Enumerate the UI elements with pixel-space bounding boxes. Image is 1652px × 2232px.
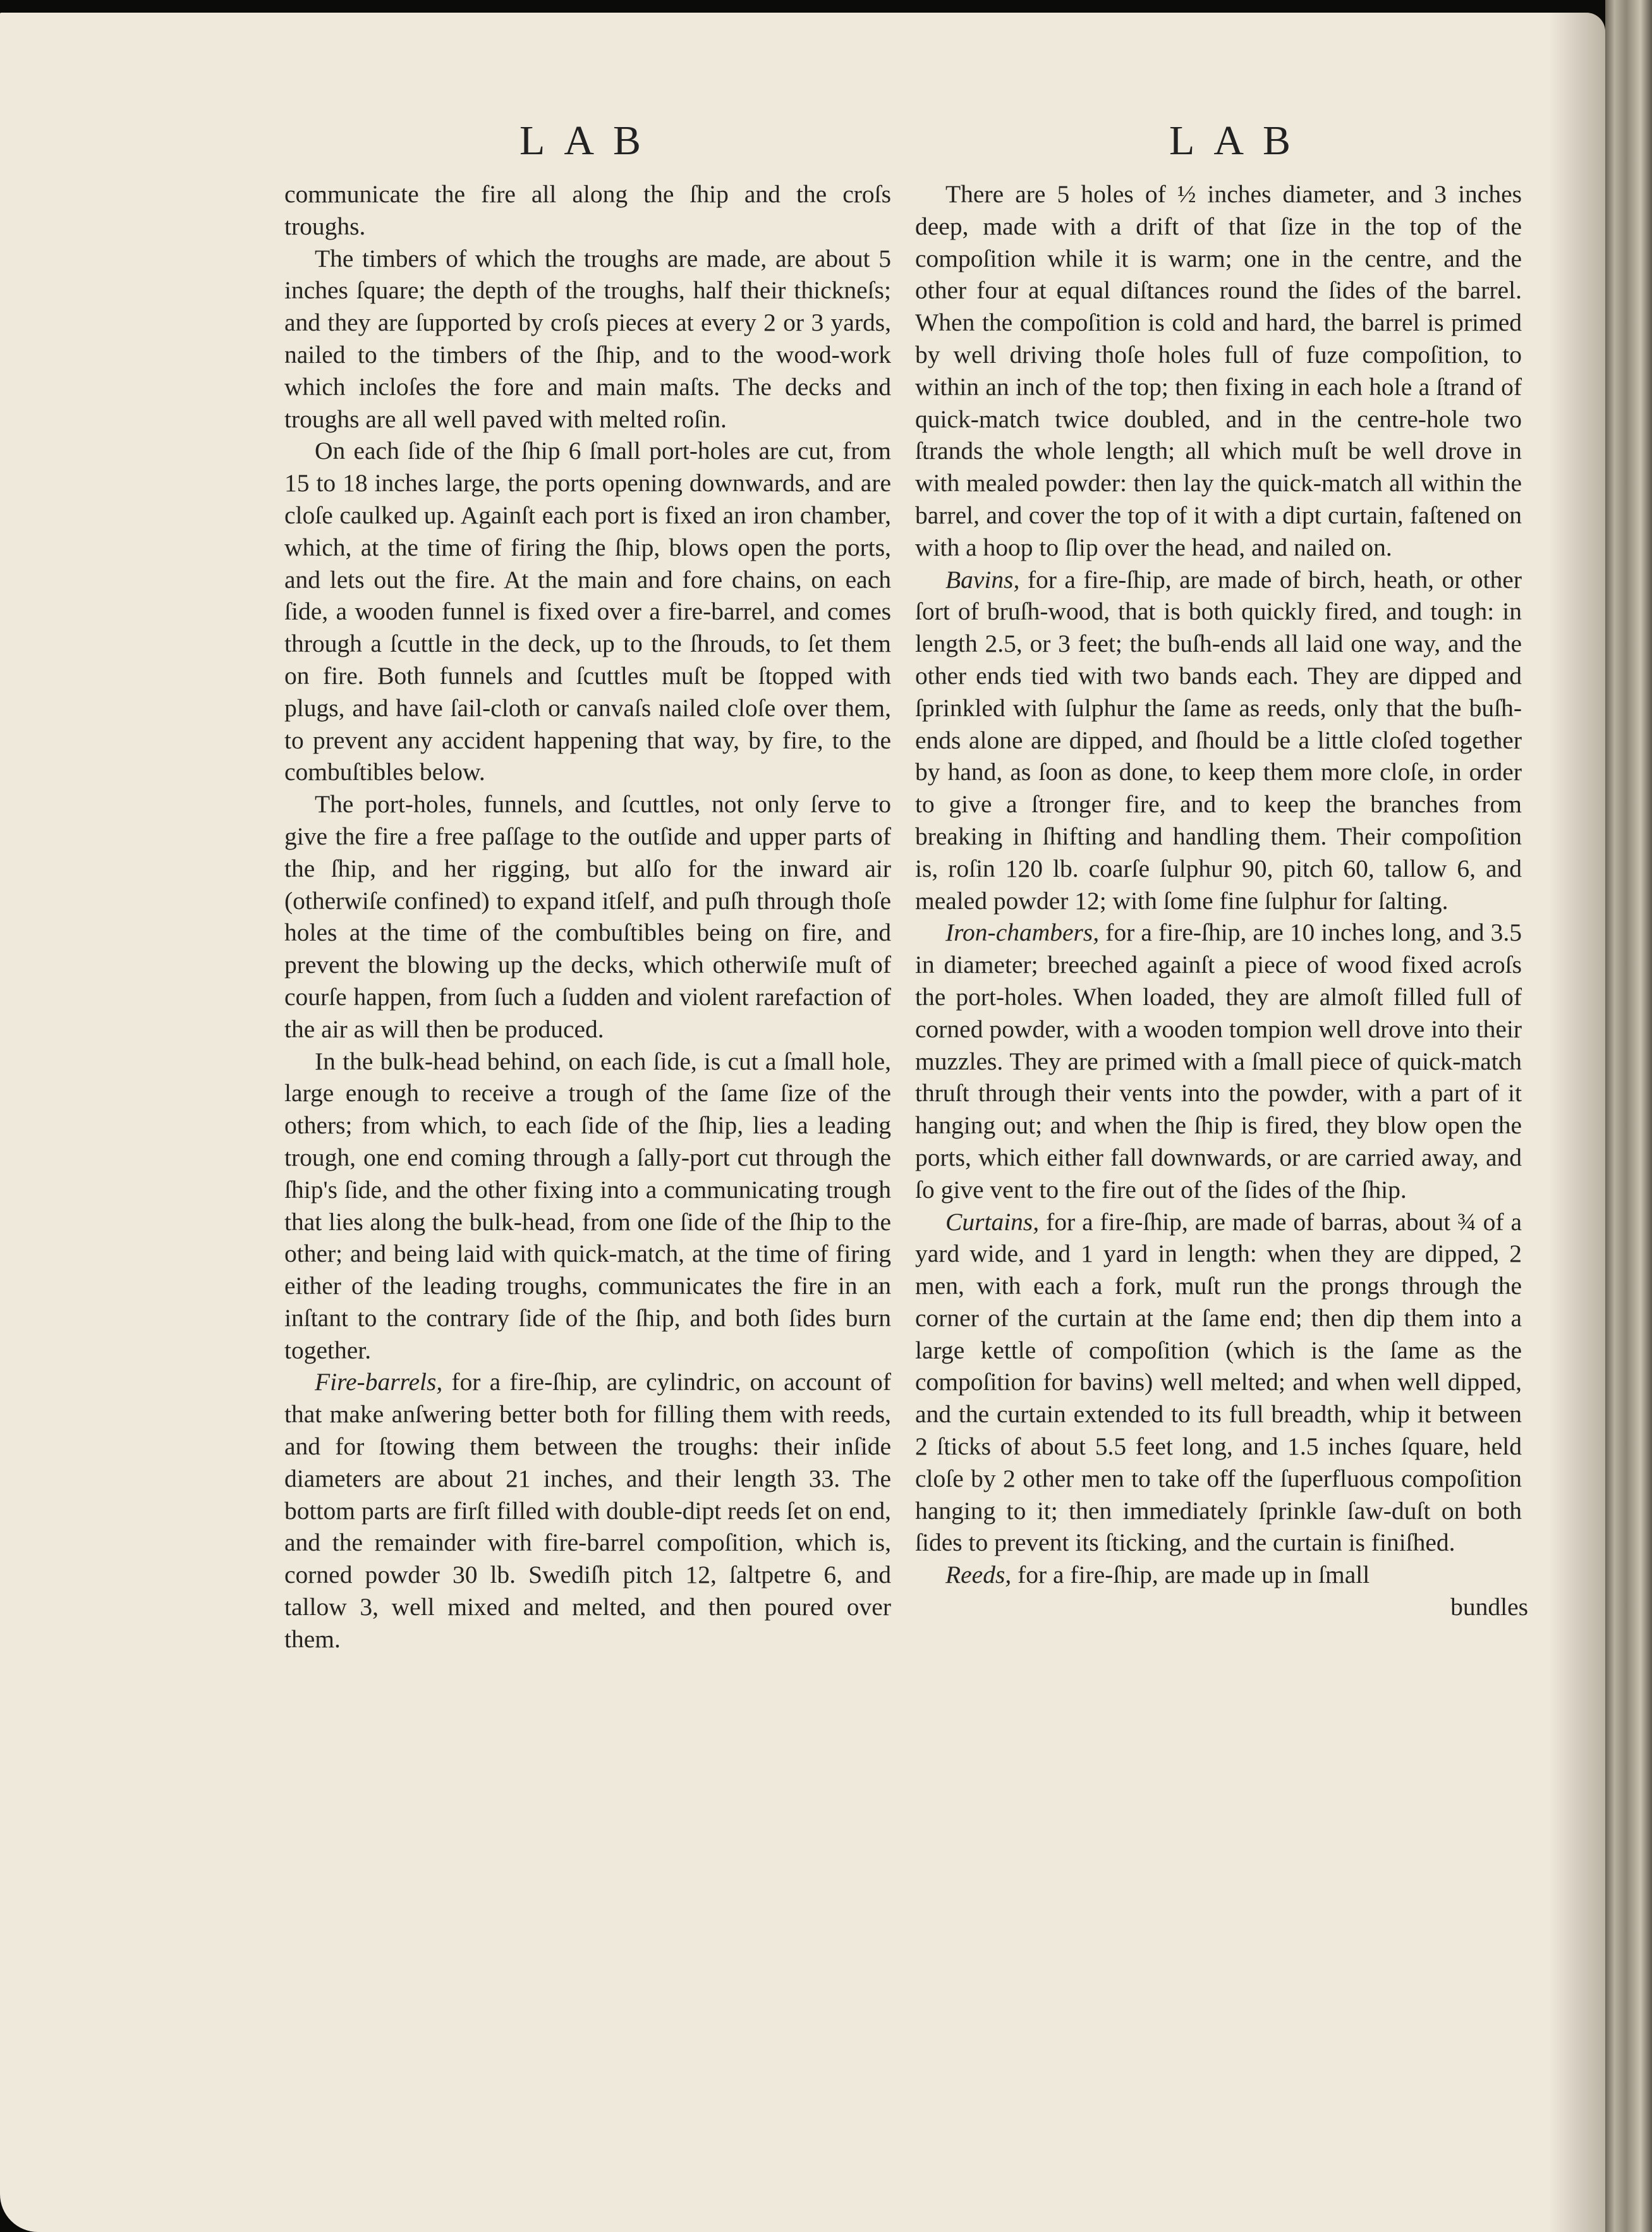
entry-paragraph <box>915 917 1522 1205</box>
entry-text: for a fire-ſhip, are 10 inches long, and 3.5 in diameter; breeched againſt a piece of wood fixed acroſs the port-holes. When loaded, they are almoſt filled full of corned powder, with a wooden tompion well drove into their muzzles. They are primed with a ſmall piece of quick-match thruſt through their vents into the powder, with a part of it hanging out; and when the ſhip is fired, they blow open the ports, which either fall downwards, or are carried away, and ſo give vent to the fire out of the ſides of the ſhip. <box>915 918 1522 1204</box>
paragraph: communicate the fire all along the ſhip and the croſs troughs. <box>284 180 891 240</box>
running-head-left: LAB <box>519 118 660 164</box>
paragraph: In the bulk-head behind, on each ſide, is cut a ſmall hole, large enough to receive a trough of the ſame ſize of the others; from which, to each ſide of the ſhip, lies a leading trough, one end coming through a ſally-port cut through the ſhip's ſide, and the other fixing into a communicating trough that lies along the bulk-head, from one ſide of the ſhip to the other; and being laid with quick-match, at the time of firing either of the leading troughs, communicates the fire in an inſtant to the contrary ſide of the ſhip, and both ſides burn together. <box>284 1047 891 1364</box>
paragraph: The timbers of which the troughs are made, are about 5 inches ſquare; the depth of the troughs, half their thickneſs; and they are ſupported by croſs pieces at every 2 or 3 yards, nailed to the timbers of the ſhip, and to the wood-work which incloſes the fore and main maſts. The decks and troughs are all well paved with melted roſin. <box>284 244 891 433</box>
page-edge <box>1605 0 1652 2232</box>
entry-term: Reeds, <box>945 1561 1012 1589</box>
entry-paragraph <box>284 1366 891 1655</box>
gutter-shadow <box>1548 13 1605 2232</box>
entry-text: for a fire-ſhip, are cylindric, on account of that make anſwering better both for filling them with reeds, and for ſtowing them between the troughs: their inſide diameters are about 21 inches, and their length 33. The bottom parts are firſt filled with double-dipt reeds ſet on end, and the remainder with fire-barrel compoſition, which is, corned powder 30 lb. Swediſh pitch 12, ſaltpetre 6, and tallow 3, well mixed and melted, and then poured over them. <box>284 1368 891 1653</box>
entry-text: for a fire-ſhip, are made of birch, heath, or other ſort of bruſh-wood, that is both quickly fired, and tough: in length 2.5, or 3 feet; the buſh-ends all laid one way, and the other ends tied with two bands each. They are dipped and ſprinkled with ſulphur the ſame as reeds, only that the buſh-ends alone are dipped, and ſhould be a little cloſed together by hand, as ſoon as done, to keep them more cloſe, in order to give a ſtronger fire, and to keep the branches from breaking in ſhifting and handling them. Their compoſition is, roſin 120 lb. coarſe ſulphur 90, pitch 60, tallow 6, and mealed powder 12; with ſome fine ſulphur for ſalting. <box>915 565 1522 915</box>
paragraph: There are 5 holes of ½ inches diameter, and 3 inches deep, made with a drift of that ſize in the top of the compoſition while it is warm; one in the centre, and the other four at equal diſtances round the ſides of the barrel. When the compoſition is cold and hard, the barrel is primed by well driving thoſe holes full of fuze compoſition, to within an inch of the top; then fixing in each hole a ſtrand of quick-match twice doubled, and in the centre-hole two ſtrands the whole length; all which muſt be well drove in with mealed powder: then lay the quick-match all within the barrel, and cover the top of it with a dipt curtain, faſtened on with a hoop to ſlip over the head, and nailed on. <box>915 180 1522 561</box>
entry-term: Iron-chambers, <box>945 918 1100 947</box>
catchword: bundles <box>1450 1593 1528 1621</box>
text-column-left <box>284 178 891 1656</box>
running-head-right: LAB <box>1169 118 1309 164</box>
paragraph: On each ſide of the ſhip 6 ſmall port-holes are cut, from 15 to 18 inches large, the ports opening downwards, and are cloſe caulked up. Againſt each port is fixed an iron chamber, which, at the time of firing the ſhip, blows open the ports, and lets out the fire. At the main and fore chains, on each ſide, a wooden funnel is fixed over a fire-barrel, and comes through a ſcuttle in the deck, up to the ſhrouds, to ſet them on fire. Both funnels and ſcuttles muſt be ſtopped with plugs, and have ſail-cloth or canvaſs nailed cloſe over them, to prevent any accident happening that way, by fire, to the combuſtibles below. <box>284 437 891 786</box>
entry-text: for a fire-ſhip, are made up in ſmall <box>1011 1561 1370 1589</box>
entry-term: Curtains, <box>945 1207 1040 1236</box>
entry-text: for a fire-ſhip, are made of barras, about ¾ of a yard wide, and 1 yard in length: when they are dipped, 2 men, with each a fork, muſt run the prongs through the corner of the curtain at the ſame end; then dip them into a large kettle of compoſition (which is the ſame as the compoſition for bavins) well melted; and when well dipped, and the curtain extended to its full breadth, whip it between 2 ſticks of about 5.5 feet long, and 1.5 inches ſquare, held cloſe by 2 other men to take off the ſuperfluous compoſition hanging to it; then immediately ſprinkle ſaw-duſt on both ſides to prevent its ſticking, and the curtain is finiſhed. <box>915 1207 1522 1557</box>
entry-paragraph <box>915 1559 1522 1591</box>
book-page <box>0 13 1605 2232</box>
entry-paragraph <box>915 564 1522 917</box>
entry-term: Bavins, <box>945 565 1020 594</box>
entry-term: Fire-barrels, <box>315 1368 443 1396</box>
entry-paragraph <box>915 1206 1522 1559</box>
text-column-right <box>915 178 1528 1623</box>
paragraph: The port-holes, funnels, and ſcuttles, not only ſerve to give the fire a free paſſage to the outſide and upper parts of the ſhip, and her rigging, but alſo for the inward air (otherwiſe confined) to expand itſelf, and puſh through thoſe holes at the time of the combuſtibles being on fire, and prevent the blowing up the decks, which otherwiſe muſt of courſe happen, from ſuch a ſudden and violent rarefaction of the air as will then be produced. <box>284 790 891 1043</box>
